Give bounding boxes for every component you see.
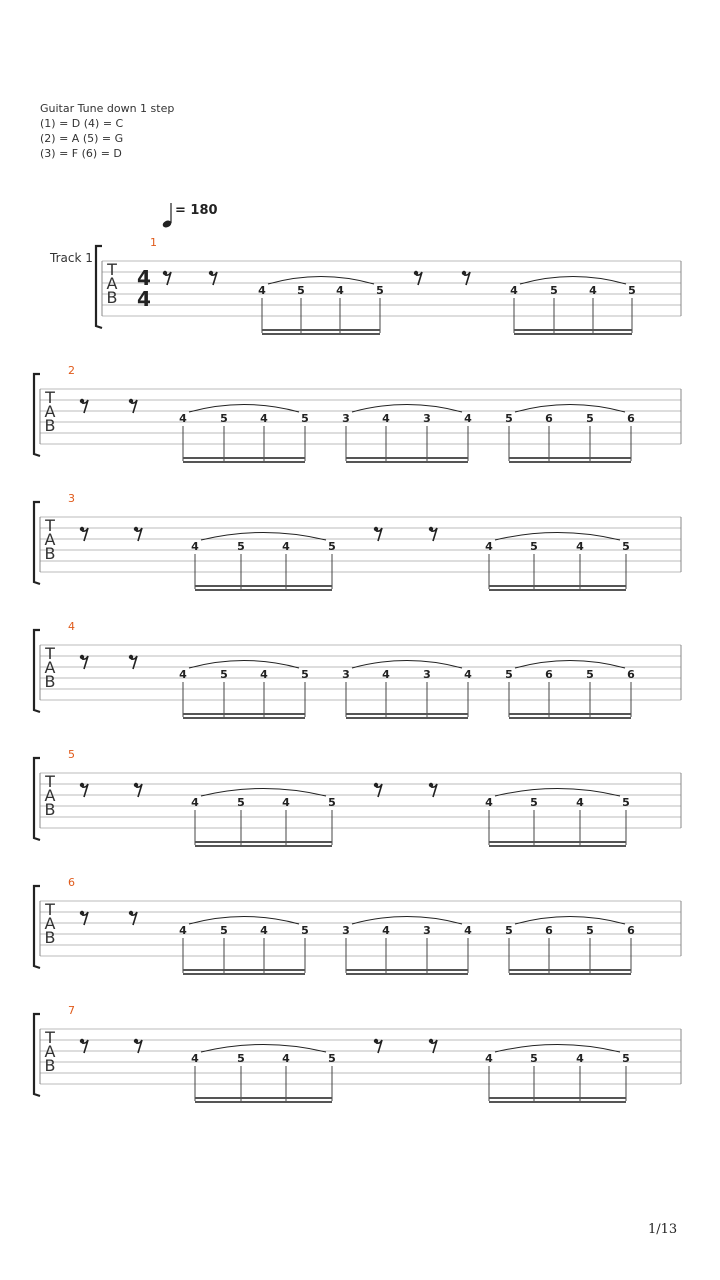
system-bracket [34,1014,40,1096]
measure-number: 3 [68,492,75,505]
beam [509,969,631,971]
beam [509,973,631,975]
fret-number: 6 [627,668,635,681]
tab-letter: B [44,928,56,947]
fret-number: 3 [342,412,350,425]
track-name: Track 1 [50,251,93,265]
tab-letter: A [106,274,118,293]
fret-number: 4 [382,668,390,681]
note-group [342,917,472,976]
note-group [485,789,630,848]
fret-number: 5 [328,796,336,809]
note-group [191,533,336,592]
beam [183,457,305,459]
tab-letter: T [45,1028,55,1047]
fret-number: 5 [530,1052,538,1065]
fret-number: 4 [191,540,199,553]
tab-letter: A [44,658,56,677]
tab-letter: T [45,516,55,535]
tab-system [34,492,681,591]
tab-letter: A [44,402,56,421]
tab-letter: B [106,288,118,307]
fret-number: 4 [485,540,493,553]
system-bracket [34,502,40,584]
tempo-marking [162,203,218,229]
beam [195,841,332,843]
measure-number: 7 [68,1004,75,1017]
system-bracket [34,374,40,456]
tab-system [34,620,681,719]
fret-number: 4 [382,412,390,425]
tab-letter: B [44,544,56,563]
fret-number: 4 [258,284,266,297]
beam [346,457,468,459]
beam [509,717,631,719]
beam [489,585,626,587]
fret-number: 4 [485,796,493,809]
fret-number: 4 [260,412,268,425]
tab-system [34,876,681,975]
fret-number: 3 [342,924,350,937]
fret-number: 5 [586,412,594,425]
note-group [179,661,309,720]
fret-number: 5 [530,796,538,809]
fret-number: 4 [336,284,344,297]
fret-number: 5 [622,1052,630,1065]
tab-letter: T [107,260,117,279]
beam [183,973,305,975]
fret-number: 4 [576,796,584,809]
beam [183,969,305,971]
measure-number: 5 [68,748,75,761]
time-signature-top: 4 [137,266,151,290]
fret-number: 5 [220,412,228,425]
fret-number: 3 [423,924,431,937]
fret-number: 4 [464,924,472,937]
fret-number: 4 [485,1052,493,1065]
beam [489,589,626,591]
fret-number: 5 [550,284,558,297]
fret-number: 4 [464,668,472,681]
note-group [505,405,635,464]
tuning-line: (2) = A (5) = G [40,132,124,145]
beam [195,845,332,847]
system-bracket [96,246,102,328]
tab-system [34,748,681,847]
measure-number: 4 [68,620,75,633]
tab-letter: B [44,800,56,819]
fret-number: 5 [586,668,594,681]
fret-number: 5 [530,540,538,553]
beam [195,585,332,587]
tab-letter: B [44,416,56,435]
beam [489,841,626,843]
tab-system [34,364,681,463]
fret-number: 5 [220,668,228,681]
tab-letter: A [44,786,56,805]
beam [183,717,305,719]
tab-letter: T [45,772,55,791]
fret-number: 5 [622,540,630,553]
note-group [258,277,384,336]
fret-number: 5 [622,796,630,809]
fret-number: 4 [282,540,290,553]
beam [195,589,332,591]
fret-number: 5 [376,284,384,297]
tab-letter: T [45,900,55,919]
beam [195,1097,332,1099]
fret-number: 4 [282,1052,290,1065]
tab-letter: T [45,388,55,407]
note-group [191,1045,336,1104]
system-bracket [34,630,40,712]
fret-number: 5 [328,540,336,553]
tab-letter: A [44,530,56,549]
beam [183,713,305,715]
fret-number: 4 [382,924,390,937]
fret-number: 6 [627,924,635,937]
beam [489,1101,626,1103]
measure-number: 6 [68,876,75,889]
note-group [505,661,635,720]
fret-number: 5 [237,796,245,809]
beam [346,973,468,975]
beam [262,333,380,335]
tab-system [96,236,681,335]
tab-letter: B [44,1056,56,1075]
tab-letter: B [44,672,56,691]
tab-system [34,1004,681,1103]
fret-number: 3 [342,668,350,681]
beam [346,969,468,971]
beam [509,457,631,459]
fret-number: 5 [505,412,513,425]
page-number: 1/13 [648,1222,678,1237]
note-group [485,533,630,592]
fret-number: 4 [510,284,518,297]
beam [489,845,626,847]
note-group [191,789,336,848]
tuning-line: (1) = D (4) = C [40,117,124,130]
system-bracket [34,886,40,968]
beam [195,1101,332,1103]
beam [509,713,631,715]
note-group [342,661,472,720]
beam [514,329,632,331]
fret-number: 4 [464,412,472,425]
fret-number: 4 [179,924,187,937]
tuning-title: Guitar Tune down 1 step [40,102,175,115]
fret-number: 5 [586,924,594,937]
beam [509,461,631,463]
beam [183,461,305,463]
tab-letter: A [44,914,56,933]
tab-letter: T [45,644,55,663]
note-group [505,917,635,976]
measure-number: 2 [68,364,75,377]
beam [489,1097,626,1099]
tuning-line: (3) = F (6) = D [40,147,122,160]
fret-number: 4 [576,1052,584,1065]
note-group [342,405,472,464]
fret-number: 5 [301,924,309,937]
fret-number: 4 [191,796,199,809]
fret-number: 4 [260,924,268,937]
fret-number: 4 [179,412,187,425]
fret-number: 6 [627,412,635,425]
beam [346,461,468,463]
beam [262,329,380,331]
fret-number: 3 [423,412,431,425]
fret-number: 5 [301,412,309,425]
measure-number: 1 [150,236,157,249]
fret-number: 3 [423,668,431,681]
fret-number: 4 [179,668,187,681]
fret-number: 5 [301,668,309,681]
fret-number: 6 [545,412,553,425]
fret-number: 5 [237,1052,245,1065]
fret-number: 5 [297,284,305,297]
fret-number: 4 [282,796,290,809]
fret-number: 6 [545,924,553,937]
fret-number: 4 [589,284,597,297]
beam [514,333,632,335]
fret-number: 5 [505,668,513,681]
fret-number: 6 [545,668,553,681]
beam [346,717,468,719]
tempo-value: = 180 [175,203,218,218]
fret-number: 4 [191,1052,199,1065]
fret-number: 5 [237,540,245,553]
fret-number: 4 [576,540,584,553]
note-group [179,405,309,464]
fret-number: 4 [260,668,268,681]
fret-number: 5 [220,924,228,937]
fret-number: 5 [328,1052,336,1065]
tab-letter: A [44,1042,56,1061]
note-group [179,917,309,976]
note-group [510,277,636,336]
time-signature-bottom: 4 [137,287,151,311]
system-bracket [34,758,40,840]
note-group [485,1045,630,1104]
beam [346,713,468,715]
fret-number: 5 [628,284,636,297]
fret-number: 5 [505,924,513,937]
